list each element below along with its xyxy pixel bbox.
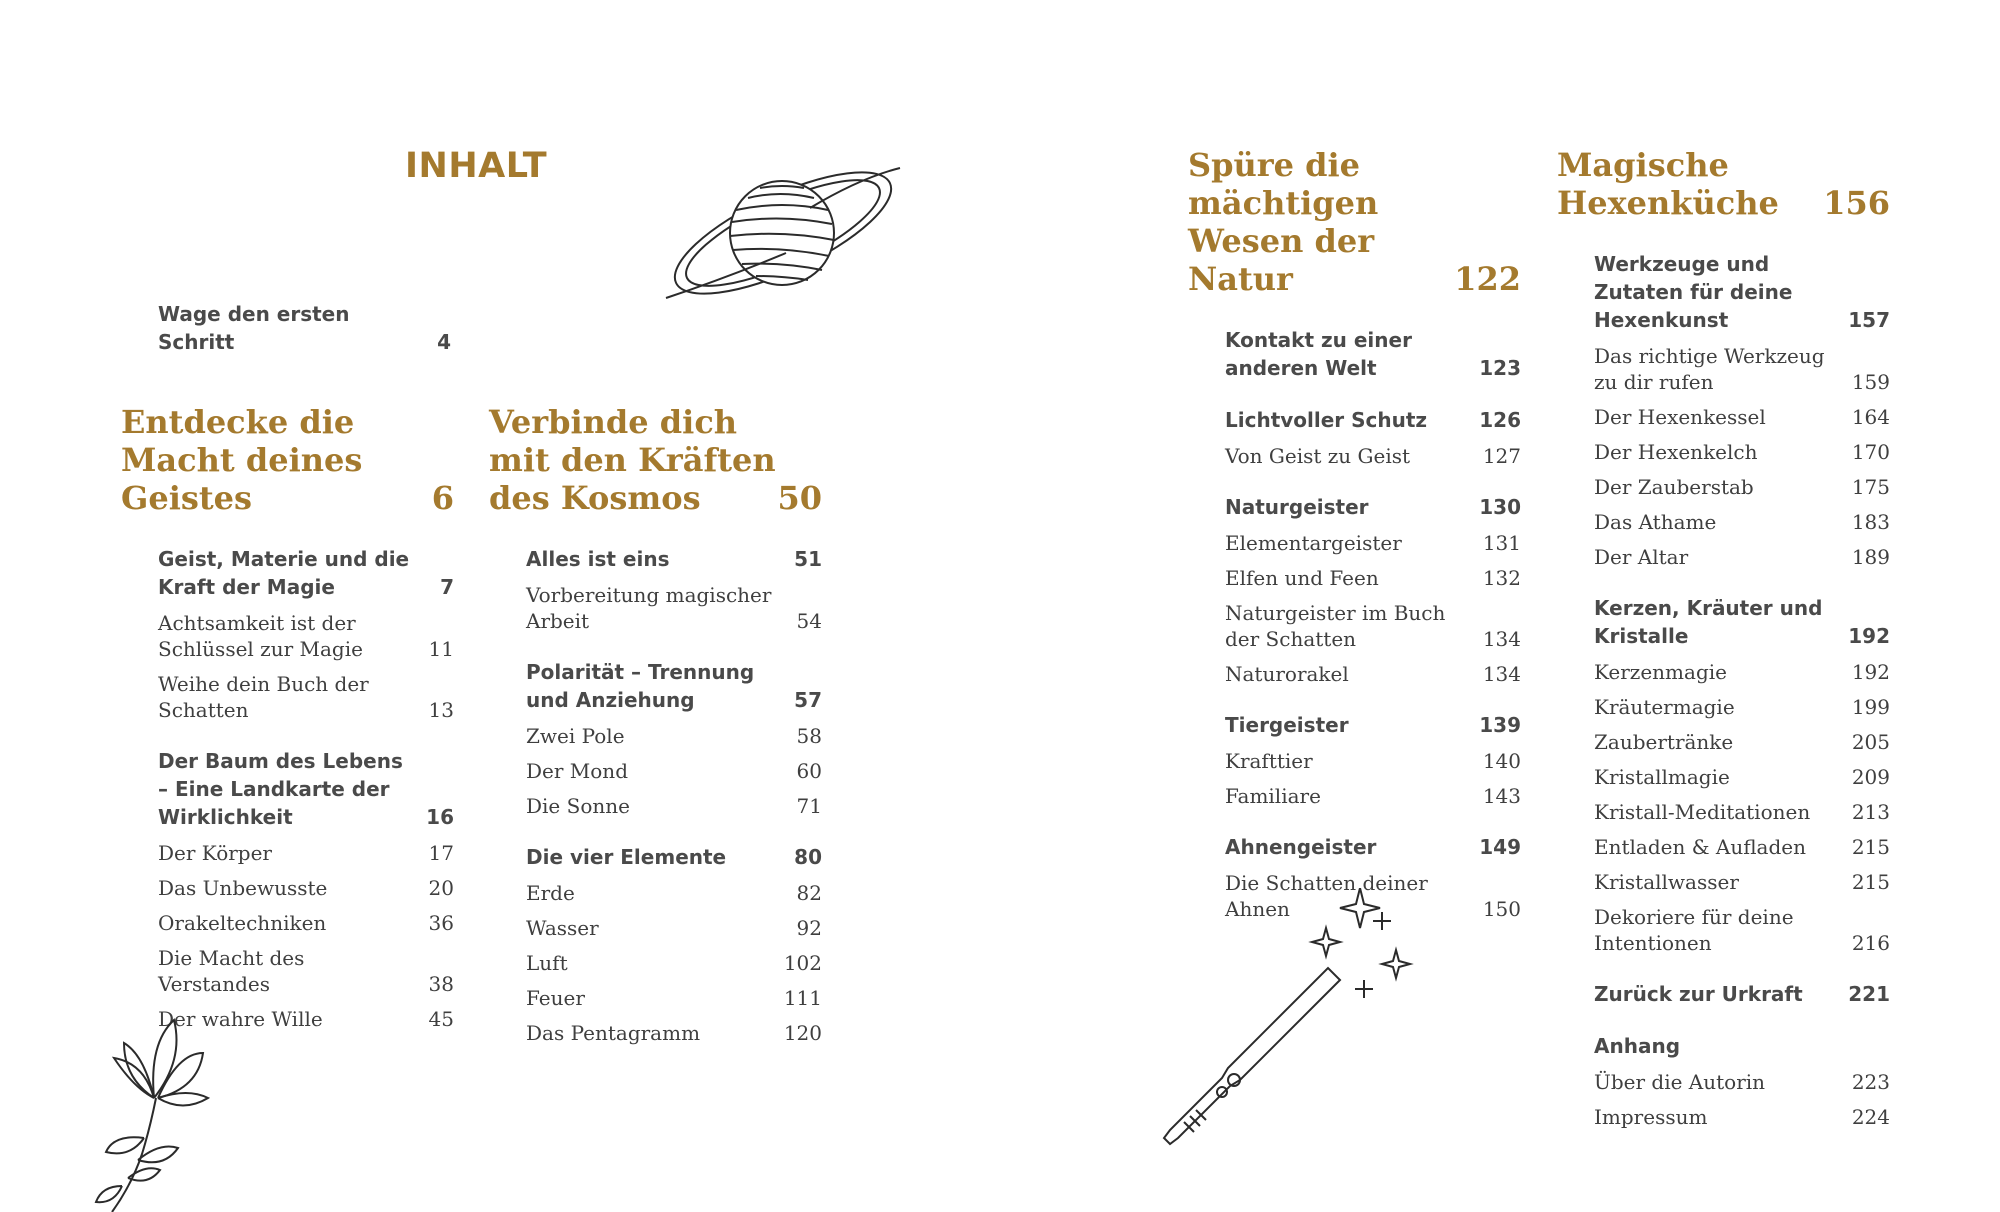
toc-entry-page: 170 bbox=[1851, 440, 1890, 464]
toc-entry-label: Das richtige Werkzeug zu dir rufen bbox=[1594, 344, 1825, 394]
toc-entry-elementargeister[interactable] bbox=[1225, 530, 1521, 556]
toc-entry-label: Anhang bbox=[1594, 1034, 1681, 1058]
toc-entry-der-hexenkessel[interactable] bbox=[1594, 404, 1890, 430]
toc-entry-das-richtige-werkzeug-zu-dir-rufen[interactable] bbox=[1594, 343, 1890, 395]
toc-entry-familiare[interactable] bbox=[1225, 783, 1521, 809]
toc-entry-label: Orakeltechniken bbox=[158, 911, 327, 935]
toc-entry-page: 134 bbox=[1482, 627, 1521, 651]
toc-entry-page: 17 bbox=[428, 841, 454, 865]
toc-entry-label: Das Pentagramm bbox=[526, 1021, 701, 1045]
toc-entry-label: Kräutermagie bbox=[1594, 695, 1735, 719]
toc-entry-label: Über die Autorin bbox=[1594, 1070, 1766, 1094]
toc-entry-page: 224 bbox=[1851, 1105, 1890, 1129]
toc-entry-page: 221 bbox=[1848, 982, 1890, 1006]
toc-intro-label: Wage den ersten Schritt bbox=[158, 302, 350, 354]
chapter-title: Verbinde dich mit den Kräften des Kosmos bbox=[489, 403, 776, 517]
toc-entry-page: 36 bbox=[428, 911, 454, 935]
toc-entry-page: 58 bbox=[796, 724, 822, 748]
chapter-page: 122 bbox=[1454, 260, 1521, 298]
toc-entry-page: 199 bbox=[1851, 695, 1890, 719]
toc-entry-page: 102 bbox=[783, 951, 822, 975]
toc-entry-orakeltechniken[interactable] bbox=[158, 910, 454, 936]
toc-entry-uber-die-autorin[interactable] bbox=[1594, 1069, 1890, 1095]
toc-entry-label: Entladen & Aufladen bbox=[1594, 835, 1806, 859]
toc-entry-label: Wasser bbox=[526, 916, 599, 940]
toc-entry-label: Achtsamkeit ist der Schlüssel zur Magie bbox=[158, 611, 363, 661]
chapter-heading[interactable] bbox=[121, 403, 454, 517]
toc-entry-die-vier-elemente[interactable] bbox=[526, 843, 822, 871]
toc-entry-polaritat-trennung-und-anziehung[interactable] bbox=[526, 658, 822, 714]
toc-entry-label: Der Baum des Lebens – Eine Landkarte der Wirklichkeit bbox=[158, 749, 403, 829]
toc-entry-page: 143 bbox=[1482, 784, 1521, 808]
chapter-title: Magische Hexenküche bbox=[1557, 146, 1779, 222]
toc-entry-label: Der Altar bbox=[1594, 545, 1689, 569]
toc-entry-label: Naturorakel bbox=[1225, 662, 1349, 686]
chapter-title: Spüre die mächtigen Wesen der Natur bbox=[1188, 146, 1379, 298]
toc-entry-achtsamkeit-ist-der-schlussel-zur-magie[interactable] bbox=[158, 610, 454, 662]
toc-column-1 bbox=[121, 403, 454, 1032]
toc-entry-page: 192 bbox=[1848, 624, 1890, 648]
toc-intro-page: 4 bbox=[437, 330, 451, 354]
toc-entry-page: 126 bbox=[1479, 408, 1521, 432]
toc-entry-geist-materie-und-die-kraft-der-magie[interactable] bbox=[158, 545, 454, 601]
toc-entry-label: Kristallmagie bbox=[1594, 765, 1730, 789]
toc-entry-label: Der Hexenkelch bbox=[1594, 440, 1758, 464]
toc-entry-der-mond[interactable] bbox=[526, 758, 822, 784]
toc-entry-label: Weihe dein Buch der Schatten bbox=[158, 672, 369, 722]
toc-entry-page: 209 bbox=[1851, 765, 1890, 789]
toc-entry-page: 205 bbox=[1851, 730, 1890, 754]
toc-entry-page: 45 bbox=[428, 1007, 454, 1031]
toc-entry-label: Krafttier bbox=[1225, 749, 1313, 773]
toc-entry-dekoriere-fur-deine-intentionen[interactable] bbox=[1594, 904, 1890, 956]
toc-entry-das-athame[interactable] bbox=[1594, 509, 1890, 535]
toc-entry-label: Von Geist zu Geist bbox=[1225, 444, 1411, 468]
toc-entries bbox=[1225, 326, 1521, 922]
toc-entry-label: Der Mond bbox=[526, 759, 628, 783]
toc-entry-page: 13 bbox=[428, 698, 454, 722]
toc-entry-label: Der Hexenkessel bbox=[1594, 405, 1766, 429]
toc-entry-label: Das Athame bbox=[1594, 510, 1717, 534]
toc-entries bbox=[526, 545, 822, 1046]
toc-entry-label: Kristall-Meditationen bbox=[1594, 800, 1811, 824]
toc-entry-page: 54 bbox=[796, 609, 822, 633]
toc-entry-zwei-pole[interactable] bbox=[526, 723, 822, 749]
toc-entry-page: 132 bbox=[1482, 566, 1521, 590]
toc-column-2 bbox=[489, 403, 822, 1046]
toc-entry-label: Polarität – Trennung und Anziehung bbox=[526, 660, 755, 712]
toc-entry-page: 7 bbox=[440, 575, 454, 599]
toc-entry-alles-ist-eins[interactable] bbox=[526, 545, 822, 573]
toc-entry-page: 134 bbox=[1482, 662, 1521, 686]
chapter-heading[interactable] bbox=[489, 403, 822, 517]
toc-entry-label: Naturgeister bbox=[1225, 495, 1369, 519]
toc-entry-label: Zwei Pole bbox=[526, 724, 625, 748]
toc-entry-der-altar[interactable] bbox=[1594, 544, 1890, 570]
toc-entry-page: 11 bbox=[428, 637, 454, 661]
toc-entry-page: 20 bbox=[428, 876, 454, 900]
toc-entry-krafttier[interactable] bbox=[1225, 748, 1521, 774]
toc-entry-label: Dekoriere für deine Intentionen bbox=[1594, 905, 1794, 955]
toc-entry-label: Familiare bbox=[1225, 784, 1321, 808]
toc-entry-die-macht-des-verstandes[interactable] bbox=[158, 945, 454, 997]
magic-wand-icon bbox=[1150, 888, 1420, 1158]
toc-entry-label: Feuer bbox=[526, 986, 585, 1010]
toc-entry-page: 127 bbox=[1482, 444, 1521, 468]
toc-entry-label: Der Körper bbox=[158, 841, 272, 865]
toc-entry-impressum[interactable] bbox=[1594, 1104, 1890, 1130]
toc-entry-werkzeuge-und-zutaten-fur-deine-hexenkunst[interactable] bbox=[1594, 250, 1890, 334]
toc-intro[interactable] bbox=[158, 300, 451, 356]
toc-entry-page: 123 bbox=[1479, 356, 1521, 380]
toc-entry-page: 150 bbox=[1482, 897, 1521, 921]
chapter-page: 50 bbox=[777, 479, 822, 517]
toc-entry-label: Luft bbox=[526, 951, 568, 975]
toc-entry-label: Die vier Elemente bbox=[526, 845, 727, 869]
toc-entry-erde[interactable] bbox=[526, 880, 822, 906]
toc-entry-label: Die Schatten deiner Ahnen bbox=[1225, 871, 1428, 921]
toc-entry-page: 157 bbox=[1848, 308, 1890, 332]
toc-entry-zuruck-zur-urkraft[interactable] bbox=[1594, 980, 1890, 1008]
chapter-heading[interactable] bbox=[1188, 146, 1521, 298]
toc-entry-kerzenmagie[interactable] bbox=[1594, 659, 1890, 685]
toc-entry-label: Der Zauberstab bbox=[1594, 475, 1754, 499]
toc-entry-luft[interactable] bbox=[526, 950, 822, 976]
toc-entry-page: 131 bbox=[1482, 531, 1521, 555]
toc-entry-krautermagie[interactable] bbox=[1594, 694, 1890, 720]
saturn-icon bbox=[660, 158, 906, 308]
toc-column-4 bbox=[1557, 146, 1890, 1130]
toc-entry-page: 60 bbox=[796, 759, 822, 783]
toc-entry-label: Die Sonne bbox=[526, 794, 630, 818]
toc-entry-label: Der wahre Wille bbox=[158, 1007, 323, 1031]
toc-entry-label: Die Macht des Verstandes bbox=[158, 946, 305, 996]
toc-entry-page: 189 bbox=[1851, 545, 1890, 569]
toc-entry-page: 38 bbox=[428, 972, 454, 996]
toc-entry-page: 80 bbox=[794, 845, 822, 869]
toc-entry-label: Elfen und Feen bbox=[1225, 566, 1379, 590]
toc-entry-page: 183 bbox=[1851, 510, 1890, 534]
page-title: INHALT bbox=[405, 146, 548, 186]
toc-entry-label: Alles ist eins bbox=[526, 547, 670, 571]
chapter-page: 6 bbox=[431, 479, 454, 517]
toc-entry-feuer[interactable] bbox=[526, 985, 822, 1011]
toc-entry-tiergeister[interactable] bbox=[1225, 711, 1521, 739]
toc-entry-page: 149 bbox=[1479, 835, 1521, 859]
toc-entry-label: Kontakt zu einer anderen Welt bbox=[1225, 328, 1412, 380]
toc-entry-page: 82 bbox=[796, 881, 822, 905]
toc-entry-der-hexenkelch[interactable] bbox=[1594, 439, 1890, 465]
toc-entry-label: Geist, Materie und die Kraft der Magie bbox=[158, 547, 410, 599]
toc-entry-label: Kristallwasser bbox=[1594, 870, 1739, 894]
toc-entry-page: 192 bbox=[1851, 660, 1890, 684]
toc-entry-page: 51 bbox=[794, 547, 822, 571]
toc-entry-label: Lichtvoller Schutz bbox=[1225, 408, 1428, 432]
toc-entry-entladen-aufladen[interactable] bbox=[1594, 834, 1890, 860]
toc-entry-page: 139 bbox=[1479, 713, 1521, 737]
toc-entry-label: Elementargeister bbox=[1225, 531, 1402, 555]
toc-entry-page: 140 bbox=[1482, 749, 1521, 773]
toc-entries bbox=[1594, 250, 1890, 1130]
toc-entry-der-korper[interactable] bbox=[158, 840, 454, 866]
toc-entry-label: Ahnengeister bbox=[1225, 835, 1377, 859]
toc-entry-vorbereitung-magischer-arbeit[interactable] bbox=[526, 582, 822, 634]
toc-entry-weihe-dein-buch-der-schatten[interactable] bbox=[158, 671, 454, 723]
toc-entry-kerzen-krauter-und-kristalle[interactable] bbox=[1594, 594, 1890, 650]
toc-entry-page: 215 bbox=[1851, 835, 1890, 859]
toc-entry-der-zauberstab[interactable] bbox=[1594, 474, 1890, 500]
toc-entry-label: Kerzen, Kräuter und Kristalle bbox=[1594, 596, 1823, 648]
toc-entry-page: 57 bbox=[794, 688, 822, 712]
toc-entry-page: 120 bbox=[783, 1021, 822, 1045]
toc-entry-anhang[interactable] bbox=[1594, 1032, 1890, 1060]
toc-entry-ahnengeister[interactable] bbox=[1225, 833, 1521, 861]
toc-entries bbox=[158, 545, 454, 1032]
toc-entry-elfen-und-feen[interactable] bbox=[1225, 565, 1521, 591]
toc-entry-kontakt-zu-einer-anderen-welt[interactable] bbox=[1225, 326, 1521, 382]
toc-entry-die-sonne[interactable] bbox=[526, 793, 822, 819]
toc-entry-von-geist-zu-geist[interactable] bbox=[1225, 443, 1521, 469]
toc-entry-page: 175 bbox=[1851, 475, 1890, 499]
toc-entry-kristall-meditationen[interactable] bbox=[1594, 799, 1890, 825]
chapter-heading[interactable] bbox=[1557, 146, 1890, 222]
toc-entry-label: Zurück zur Urkraft bbox=[1594, 982, 1803, 1006]
toc-entry-label: Das Unbewusste bbox=[158, 876, 328, 900]
chapter-title: Entdecke die Macht deines Geistes bbox=[121, 403, 363, 517]
toc-entry-wasser[interactable] bbox=[526, 915, 822, 941]
toc-entry-label: Werkzeuge und Zutaten für deine Hexenkunst bbox=[1594, 252, 1793, 332]
toc-entry-page: 164 bbox=[1851, 405, 1890, 429]
toc-entry-page: 92 bbox=[796, 916, 822, 940]
toc-entry-page: 16 bbox=[426, 805, 454, 829]
toc-entry-kristallwasser[interactable] bbox=[1594, 869, 1890, 895]
toc-entry-label: Impressum bbox=[1594, 1105, 1708, 1129]
toc-entry-page: 71 bbox=[796, 794, 822, 818]
toc-entry-naturgeister[interactable] bbox=[1225, 493, 1521, 521]
toc-entry-zaubertranke[interactable] bbox=[1594, 729, 1890, 755]
toc-entry-kristallmagie[interactable] bbox=[1594, 764, 1890, 790]
toc-entry-lichtvoller-schutz[interactable] bbox=[1225, 406, 1521, 434]
toc-entry-das-pentagramm[interactable] bbox=[526, 1020, 822, 1046]
toc-column-3 bbox=[1188, 146, 1521, 922]
toc-entry-label: Erde bbox=[526, 881, 575, 905]
toc-entry-page: 130 bbox=[1479, 495, 1521, 519]
toc-entry-page: 216 bbox=[1851, 931, 1890, 955]
chapter-page: 156 bbox=[1823, 184, 1890, 222]
toc-entry-page: 223 bbox=[1851, 1070, 1890, 1094]
toc-entry-page: 213 bbox=[1851, 800, 1890, 824]
toc-entry-label: Vorbereitung magischer Arbeit bbox=[526, 583, 772, 633]
toc-entry-der-baum-des-lebens-eine-landkarte-der-wirklichkeit[interactable] bbox=[158, 747, 454, 831]
magnolia-flower-icon bbox=[92, 1010, 222, 1212]
toc-entry-page: 159 bbox=[1851, 370, 1890, 394]
toc-entry-page: 111 bbox=[783, 986, 822, 1010]
toc-entry-das-unbewusste[interactable] bbox=[158, 875, 454, 901]
toc-entry-label: Naturgeister im Buch der Schatten bbox=[1225, 601, 1446, 651]
toc-entry-label: Tiergeister bbox=[1225, 713, 1349, 737]
toc-entry-naturgeister-im-buch-der-schatten[interactable] bbox=[1225, 600, 1521, 652]
toc-entry-label: Kerzenmagie bbox=[1594, 660, 1727, 684]
toc-entry-page: 215 bbox=[1851, 870, 1890, 894]
toc-entry-naturorakel[interactable] bbox=[1225, 661, 1521, 687]
toc-entry-label: Zaubertränke bbox=[1594, 730, 1734, 754]
